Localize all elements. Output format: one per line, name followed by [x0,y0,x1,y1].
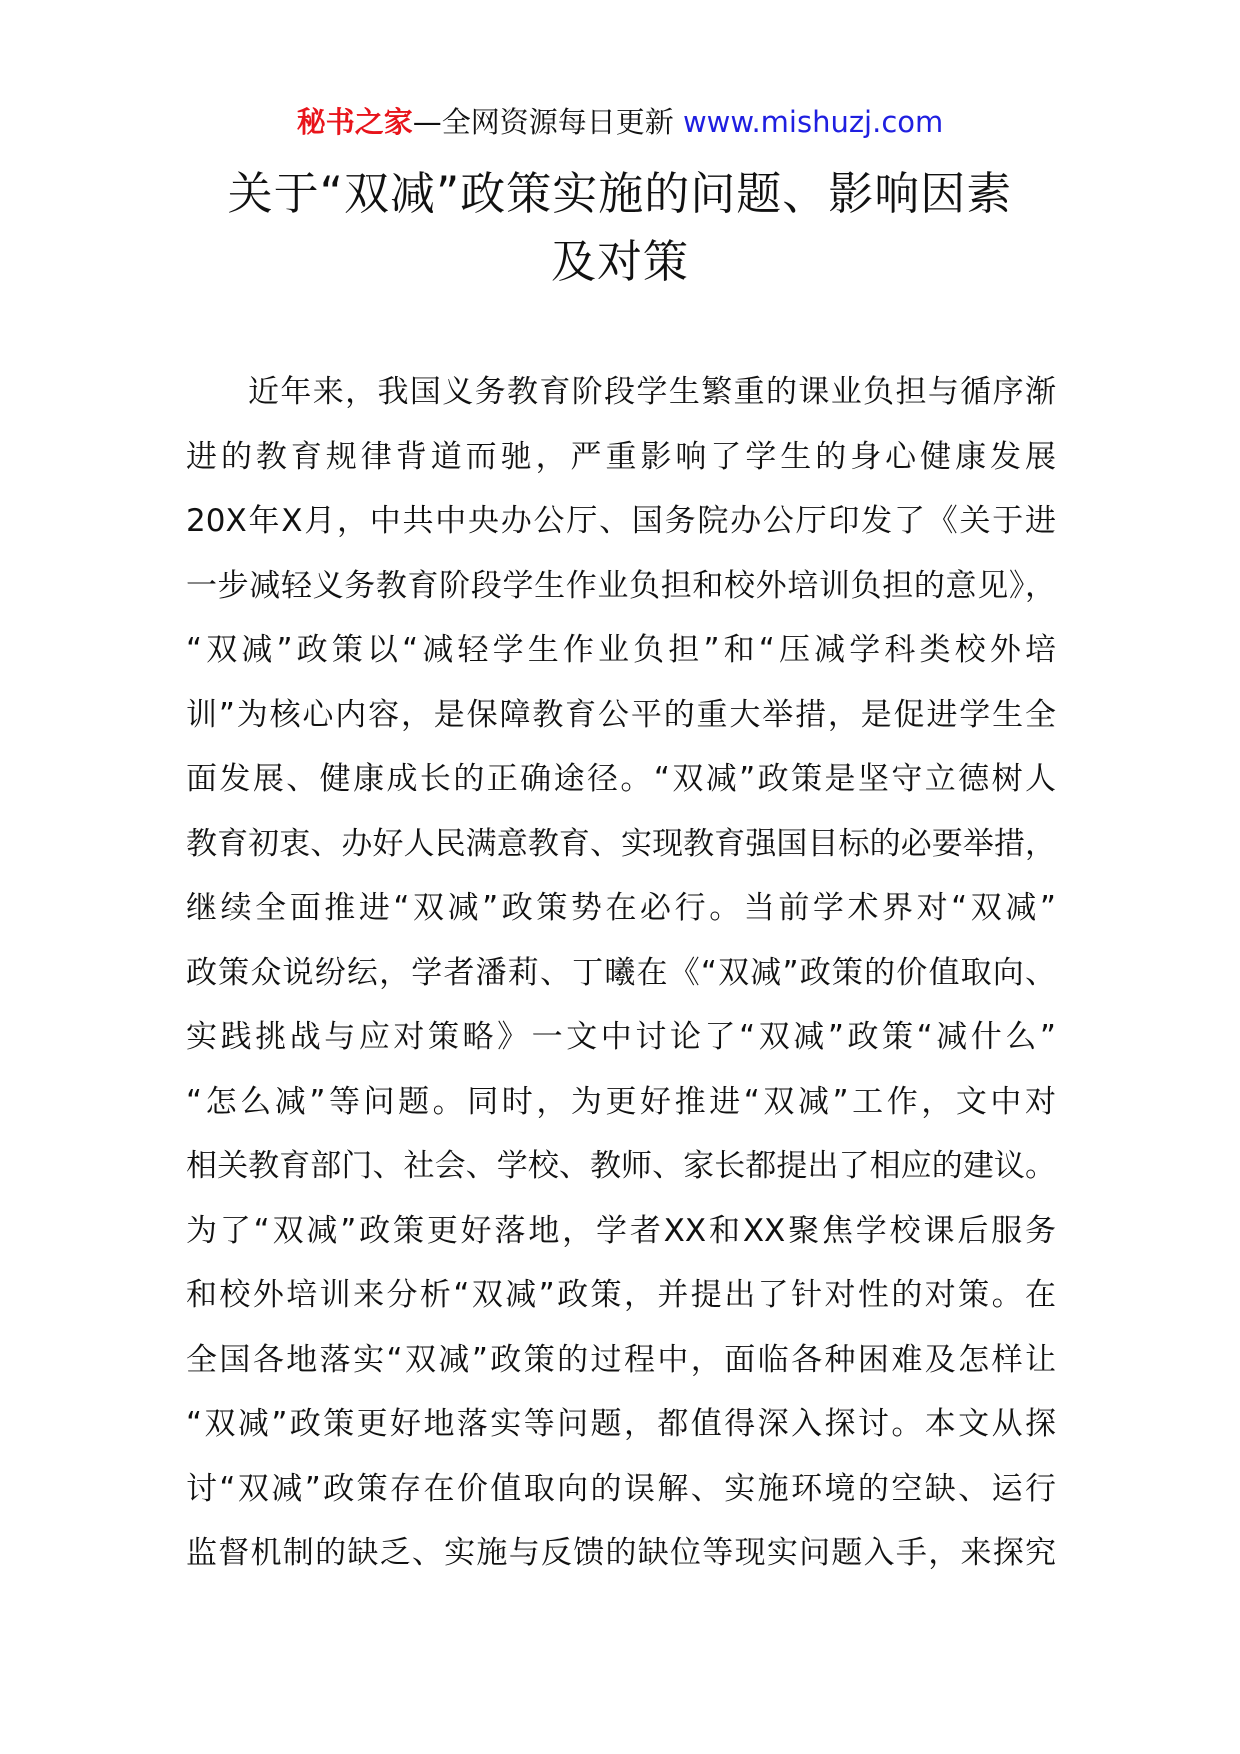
body-line: 监督机制的缺乏、实施与反馈的缺位等现实问题入手，来探究 [186,1535,1056,1571]
body-line: 继续全面推进“双减”政策势在必行。当前学术界对“双减” [186,890,1056,926]
body-line: 进的教育规律背道而驰，严重影响了学生的身心健康发展 [186,438,1056,475]
title-line-2: 及对策 [550,235,689,288]
body-line: 相关教育部门、社会、学校、教师、家长都提出了相应的建议。 [186,1148,1056,1184]
body-line: 20X年X月，中共中央办公厅、国务院办公厅印发了《关于进 [186,503,1056,539]
site-brand: 秘书之家 [296,105,413,139]
body-line: “怎么减”等问题。同时，为更好推进“双减”工作，文中对 [186,1083,1056,1120]
site-header [0,100,1240,144]
site-url-link[interactable]: www.mishuzj.com [682,105,944,139]
document-body [186,360,1056,1586]
site-tagline: —全网资源每日更新 [412,105,683,139]
body-line: 教育初衷、办好人民满意教育、实现教育强国目标的必要举措， [186,825,1056,862]
document-title [150,160,1090,296]
body-line: 近年来，我国义务教育阶段学生繁重的课业负担与循序渐 [248,374,1056,410]
body-line: 讨“双减”政策存在价值取向的误解、实施环境的空缺、运行 [186,1470,1056,1507]
body-line: “双减”政策更好地落实等问题，都值得深入探讨。本文从探 [186,1406,1056,1442]
body-line: 一步减轻义务教育阶段学生作业负担和校外培训负担的意见》， [186,567,1056,604]
body-line: “双减”政策以“减轻学生作业负担”和“压减学科类校外培 [186,632,1056,668]
body-line: 政策众说纷纭，学者潘莉、丁曦在《“双减”政策的价值取向、 [186,954,1056,991]
title-line-1: 关于“双减”政策实施的问题、影响因素 [227,167,1013,220]
body-line: 为了“双减”政策更好落地，学者XX和XX聚焦学校课后服务 [186,1212,1056,1249]
body-line: 训”为核心内容，是保障教育公平的重大举措，是促进学生全 [186,696,1056,733]
body-line: 和校外培训来分析“双减”政策，并提出了针对性的对策。在 [186,1277,1056,1313]
body-line: 实践挑战与应对策略》一文中讨论了“双减”政策“减什么” [186,1019,1056,1055]
body-line: 全国各地落实“双减”政策的过程中，面临各种困难及怎样让 [186,1341,1056,1378]
body-line: 面发展、健康成长的正确途径。“双减”政策是坚守立德树人 [186,761,1056,797]
